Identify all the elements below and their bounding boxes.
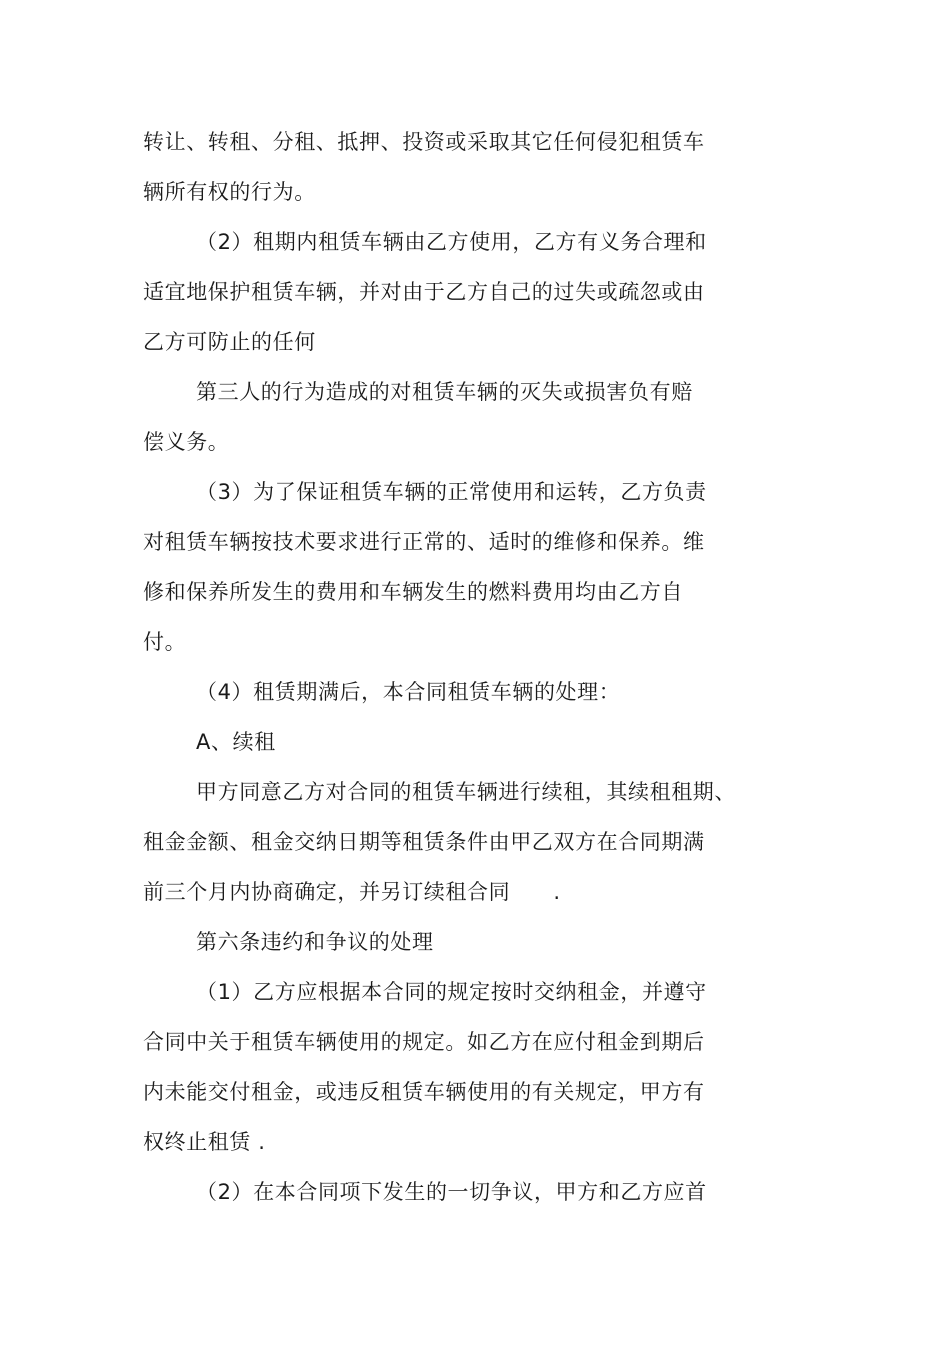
section-heading: 第六条违约和争议的处理	[196, 930, 434, 954]
paragraph-line: 前三个月内协商确定，并另订续租合同 .	[143, 880, 561, 904]
paragraph-line: （2）在本合同项下发生的一切争议，甲方和乙方应首	[196, 1180, 707, 1204]
paragraph-line: （1）乙方应根据本合同的规定按时交纳租金，并遵守	[196, 980, 707, 1004]
paragraph-line: （2）租期内租赁车辆由乙方使用，乙方有义务合理和	[196, 230, 707, 254]
paragraph-line: 对租赁车辆按技术要求进行正常的、适时的维修和保养。维	[143, 530, 705, 554]
paragraph-line: 合同中关于租赁车辆使用的规定。如乙方在应付租金到期后	[143, 1030, 705, 1054]
paragraph-line: （3）为了保证租赁车辆的正常使用和运转，乙方负责	[196, 480, 707, 504]
paragraph-line: 修和保养所发生的费用和车辆发生的燃料费用均由乙方自	[143, 580, 683, 604]
paragraph-line: 甲方同意乙方对合同的租赁车辆进行续租，其续租租期、	[196, 780, 736, 804]
paragraph-line: 内未能交付租金，或违反租赁车辆使用的有关规定，甲方有	[143, 1080, 705, 1104]
paragraph-line: 付。	[143, 630, 187, 654]
paragraph-line: 租金金额、租金交纳日期等租赁条件由甲乙双方在合同期满	[143, 830, 705, 854]
paragraph-line: 乙方可防止的任何	[143, 330, 316, 354]
paragraph-line: 转让、转租、分租、抵押、投资或采取其它任何侵犯租赁车	[143, 130, 705, 154]
paragraph-line: （4）租赁期满后，本合同租赁车辆的处理：	[196, 680, 621, 704]
paragraph-line: 第三人的行为造成的对租赁车辆的灭失或损害负有赔	[196, 380, 693, 404]
paragraph-line: 辆所有权的行为。	[143, 180, 316, 204]
paragraph-line: 权终止租赁 .	[143, 1130, 266, 1154]
paragraph-line: A、续租	[196, 730, 276, 754]
paragraph-line: 偿义务。	[143, 430, 230, 454]
paragraph-line: 适宜地保护租赁车辆，并对由于乙方自己的过失或疏忽或由	[143, 280, 705, 304]
